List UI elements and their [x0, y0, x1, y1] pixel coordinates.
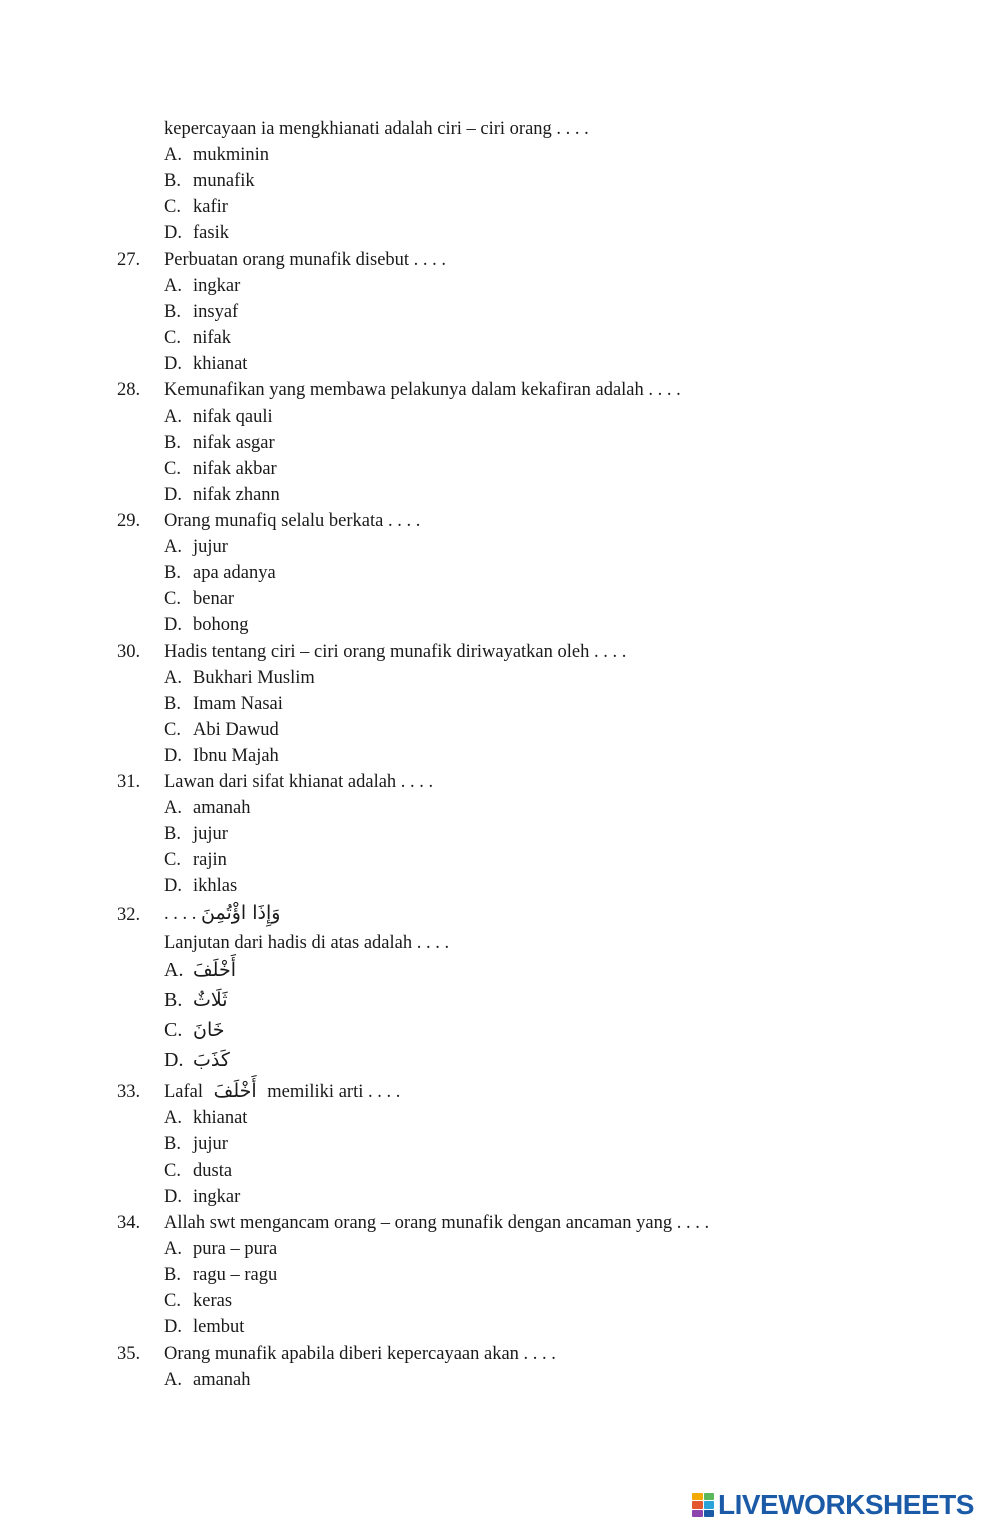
liveworksheets-logo-icon	[692, 1493, 714, 1517]
option-text: benar	[193, 589, 235, 609]
option-letter: B.	[164, 171, 181, 191]
option-letter: D.	[164, 615, 182, 635]
option-letter: C.	[164, 1161, 181, 1181]
option-text: amanah	[193, 798, 251, 818]
option-letter: C.	[164, 1291, 181, 1311]
option-text: jujur	[193, 824, 228, 844]
question-text-after: memiliki arti . . . .	[267, 1082, 401, 1102]
option-d[interactable]	[164, 614, 249, 636]
option-letter: A.	[164, 145, 182, 165]
question-text-continued: kepercayaan ia mengkhianati adalah ciri – ciri orang . . . .	[164, 119, 589, 139]
option-d[interactable]	[164, 484, 280, 506]
hadith-arabic-text: وَإِذَا اؤْتُمِنَ	[201, 902, 281, 924]
option-a[interactable]	[164, 1107, 247, 1129]
option-letter: A.	[164, 798, 182, 818]
option-d[interactable]	[164, 1316, 244, 1338]
option-letter: B.	[164, 563, 181, 583]
option-letter: D.	[164, 1187, 182, 1207]
option-c[interactable]	[164, 849, 227, 871]
option-b[interactable]	[164, 989, 228, 1012]
option-text: pura – pura	[193, 1239, 278, 1259]
question-number: 28.	[117, 380, 141, 400]
option-b[interactable]	[164, 562, 276, 584]
option-text: nifak	[193, 328, 232, 348]
question-text: Lawan dari sifat khianat adalah . . . .	[164, 772, 434, 792]
option-d[interactable]	[164, 875, 237, 897]
option-letter: B.	[164, 1134, 181, 1154]
option-arabic-text: خَانَ	[193, 1019, 225, 1041]
option-arabic-text: ثَلَاثٌ	[193, 989, 228, 1011]
ellipsis: . . . .	[164, 904, 197, 924]
option-text: nifak akbar	[193, 459, 277, 479]
option-text: kafir	[193, 197, 228, 217]
option-d[interactable]	[164, 1186, 240, 1208]
option-text: lembut	[193, 1317, 245, 1337]
option-letter: C.	[164, 459, 181, 479]
option-text: Ibnu Majah	[193, 746, 279, 766]
question-text: Perbuatan orang munafik disebut . . . .	[164, 250, 447, 270]
option-letter: D.	[164, 1317, 182, 1337]
question-number: 31.	[117, 772, 141, 792]
question-number: 35.	[117, 1344, 141, 1364]
option-letter: D.	[164, 485, 182, 505]
option-letter: A.	[164, 1370, 182, 1390]
option-letter: D.	[164, 746, 182, 766]
option-c[interactable]	[164, 458, 277, 480]
option-a[interactable]	[164, 406, 273, 428]
option-text: bohong	[193, 615, 249, 635]
option-letter: C.	[164, 197, 181, 217]
option-text: nifak qauli	[193, 407, 273, 427]
option-letter: B.	[164, 989, 183, 1011]
option-b[interactable]	[164, 432, 275, 454]
option-letter: D.	[164, 354, 182, 374]
option-a[interactable]	[164, 959, 236, 982]
option-a[interactable]	[164, 275, 240, 297]
question-text: Kemunafikan yang membawa pelakunya dalam kekafiran adalah . . . .	[164, 380, 681, 400]
option-letter: C.	[164, 589, 181, 609]
question-number: 34.	[117, 1213, 141, 1233]
option-c[interactable]	[164, 588, 234, 610]
option-arabic-text: كَذَبَ	[193, 1049, 230, 1071]
question-number: 33.	[117, 1082, 141, 1102]
option-d[interactable]	[164, 1049, 230, 1072]
option-text: dusta	[193, 1161, 233, 1181]
option-b[interactable]	[164, 170, 255, 192]
option-letter: A.	[164, 959, 184, 981]
option-text: jujur	[193, 537, 228, 557]
option-d[interactable]	[164, 353, 247, 375]
option-letter: C.	[164, 328, 181, 348]
option-text: ragu – ragu	[193, 1265, 278, 1285]
option-letter: C.	[164, 1019, 183, 1041]
option-letter: A.	[164, 407, 182, 427]
option-letter: C.	[164, 850, 181, 870]
option-letter: D.	[164, 876, 182, 896]
option-text: jujur	[193, 1134, 228, 1154]
question-number: 27.	[117, 250, 141, 270]
option-letter: B.	[164, 433, 181, 453]
option-text: khianat	[193, 1108, 248, 1128]
option-b[interactable]	[164, 1264, 277, 1286]
question-number: 29.	[117, 511, 141, 531]
option-b[interactable]	[164, 693, 283, 715]
question-text: Lanjutan dari hadis di atas adalah . . . .	[164, 933, 450, 953]
option-c[interactable]	[164, 1019, 225, 1042]
option-c[interactable]	[164, 327, 231, 349]
question-text-before: Lafal	[164, 1082, 204, 1102]
option-text: nifak asgar	[193, 433, 275, 453]
option-text: khianat	[193, 354, 248, 374]
option-a[interactable]	[164, 1238, 277, 1260]
option-b[interactable]	[164, 823, 228, 845]
option-a[interactable]	[164, 144, 269, 166]
watermark-text: LIVEWORKSHEETS	[718, 1489, 974, 1520]
option-text: Bukhari Muslim	[193, 668, 315, 688]
option-text: fasik	[193, 223, 229, 243]
option-text: ingkar	[193, 276, 241, 296]
option-letter: A.	[164, 537, 182, 557]
question-text: Hadis tentang ciri – ciri orang munafik diriwayatkan oleh . . . .	[164, 642, 627, 662]
option-letter: D.	[164, 1049, 184, 1071]
question-arabic-word: أَخْلَفَ	[213, 1080, 257, 1102]
option-text: ingkar	[193, 1187, 241, 1207]
option-text: nifak zhann	[193, 485, 280, 505]
question-text	[164, 1080, 400, 1103]
question-text: Orang munafiq selalu berkata . . . .	[164, 511, 421, 531]
option-text: keras	[193, 1291, 233, 1311]
option-letter: C.	[164, 720, 181, 740]
option-a[interactable]	[164, 667, 315, 689]
option-letter: B.	[164, 824, 181, 844]
question-number: 32.	[117, 905, 141, 925]
question-text: Orang munafik apabila diberi kepercayaan akan . . . .	[164, 1344, 556, 1364]
option-a[interactable]	[164, 536, 228, 558]
option-d[interactable]	[164, 745, 279, 767]
option-a[interactable]	[164, 1369, 251, 1391]
option-text: apa adanya	[193, 563, 276, 583]
option-text: ikhlas	[193, 876, 238, 896]
option-text: amanah	[193, 1370, 251, 1390]
option-arabic-text: أَخْلَفَ	[193, 959, 236, 981]
option-letter: B.	[164, 1265, 181, 1285]
option-b[interactable]	[164, 1133, 228, 1155]
question-text: Allah swt mengancam orang – orang munafik dengan ancaman yang . . . .	[164, 1213, 710, 1233]
option-c[interactable]	[164, 1160, 232, 1182]
option-letter: A.	[164, 1239, 182, 1259]
option-text: mukminin	[193, 145, 270, 165]
option-letter: B.	[164, 694, 181, 714]
option-letter: A.	[164, 1108, 182, 1128]
option-text: munafik	[193, 171, 255, 191]
option-text: Imam Nasai	[193, 694, 283, 714]
option-letter: B.	[164, 302, 181, 322]
option-c[interactable]	[164, 196, 228, 218]
option-c[interactable]	[164, 1290, 232, 1312]
option-d[interactable]	[164, 222, 229, 244]
option-text: Abi Dawud	[193, 720, 279, 740]
option-letter: D.	[164, 223, 182, 243]
option-text: rajin	[193, 850, 227, 870]
option-b[interactable]	[164, 301, 238, 323]
liveworksheets-watermark	[692, 1488, 974, 1522]
option-letter: A.	[164, 276, 182, 296]
option-a[interactable]	[164, 797, 251, 819]
option-letter: A.	[164, 668, 182, 688]
option-text: insyaf	[193, 302, 239, 322]
question-hadith-line	[164, 902, 280, 925]
option-c[interactable]	[164, 719, 279, 741]
question-number: 30.	[117, 642, 141, 662]
